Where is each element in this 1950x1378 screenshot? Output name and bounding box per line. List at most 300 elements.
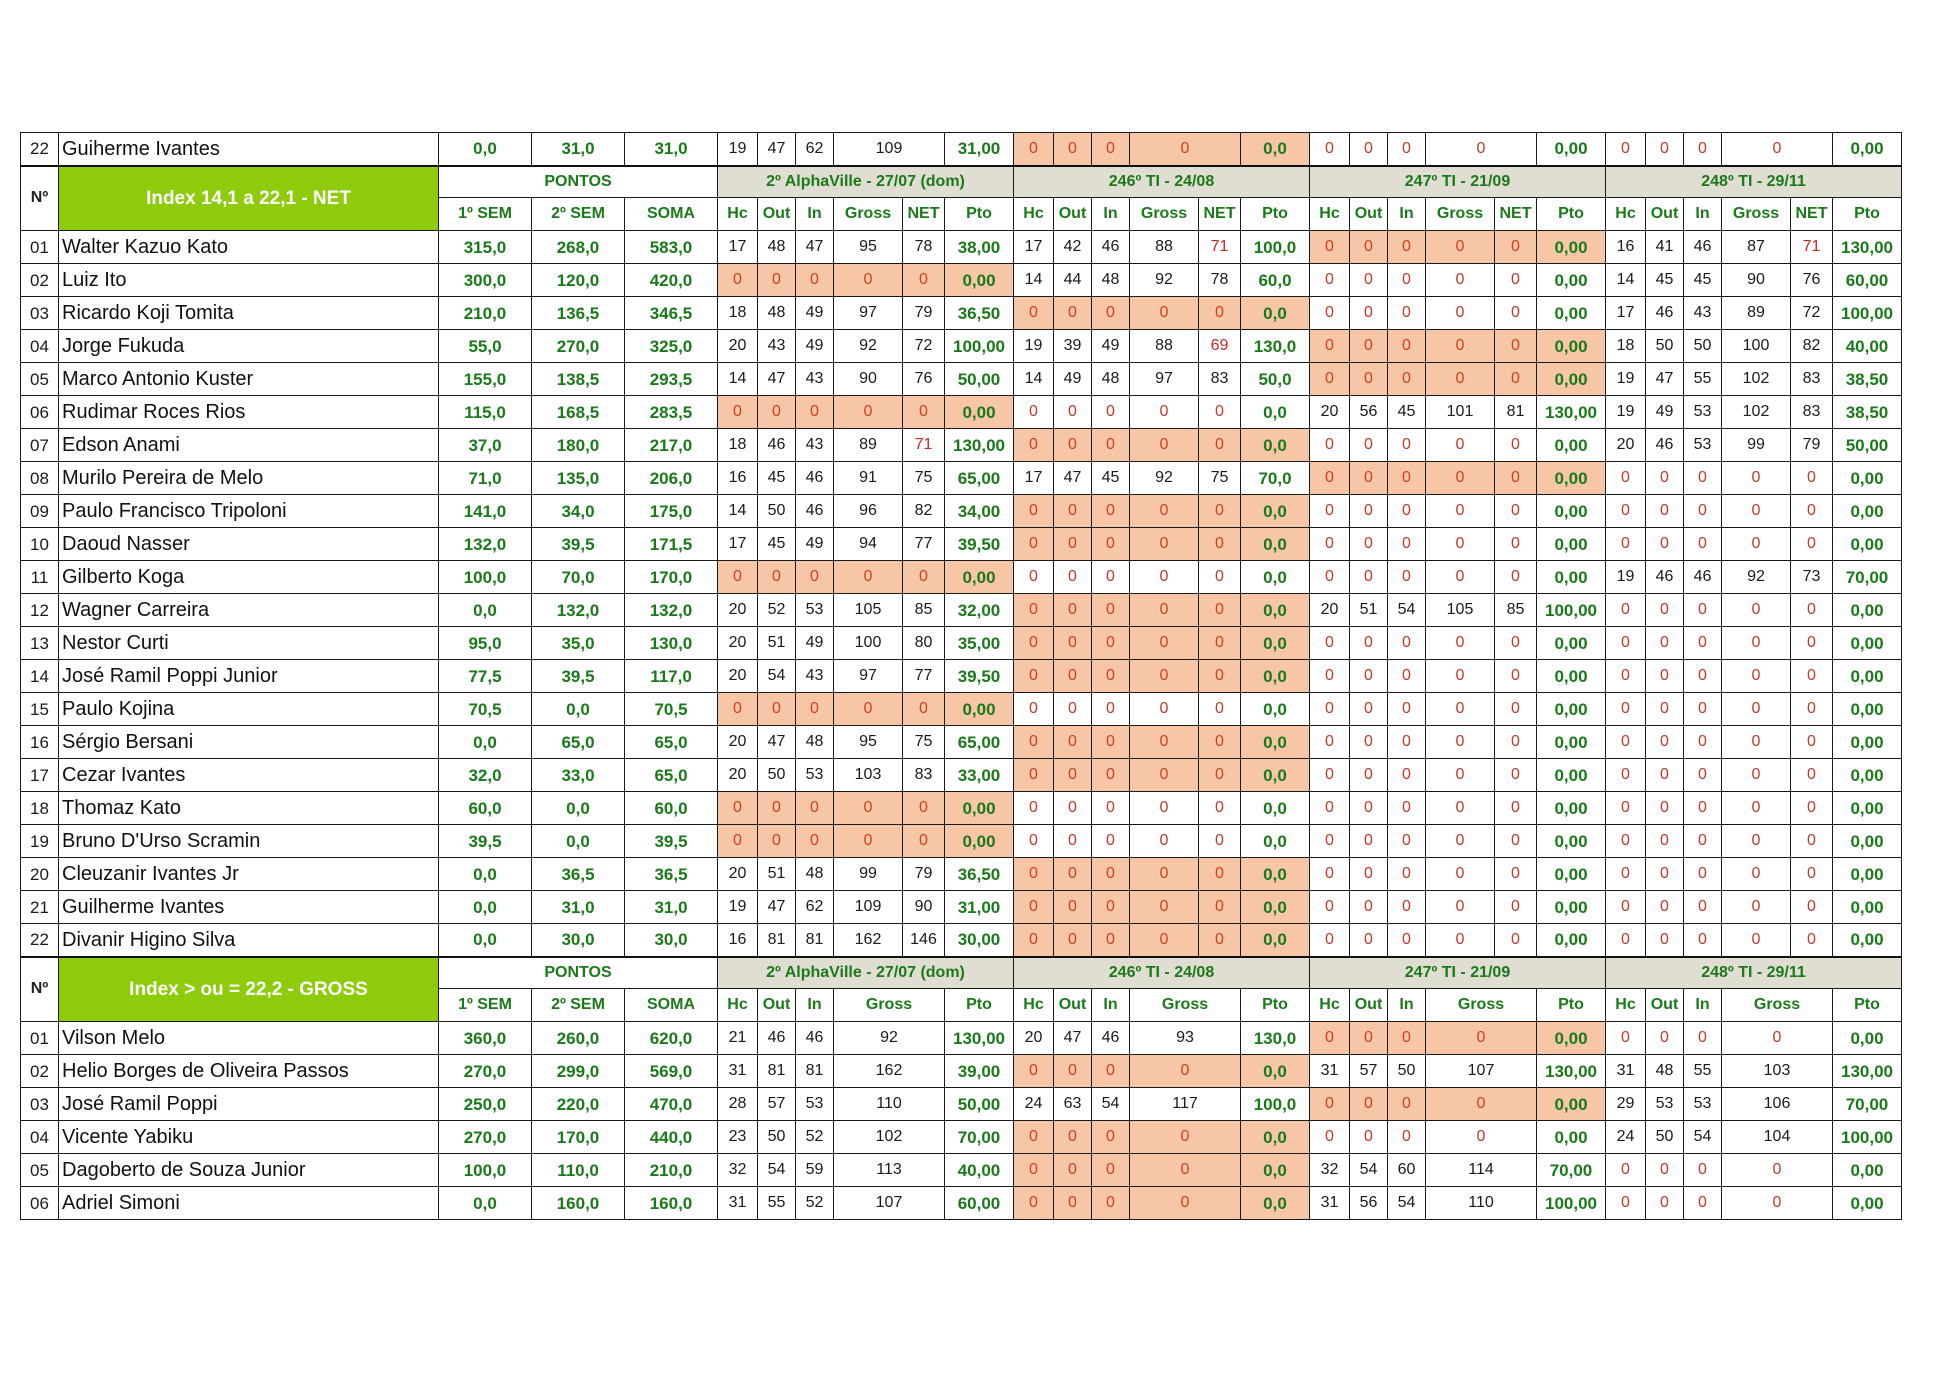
total-points: 160,0 [625, 1187, 718, 1220]
row-number: 09 [21, 495, 59, 528]
hc-cell: 0 [1606, 792, 1646, 825]
gross-cell: 88 [1130, 231, 1199, 264]
hc-cell: 0 [1310, 627, 1350, 660]
event-points: 0,00 [1537, 495, 1606, 528]
in-cell: 0 [1388, 660, 1426, 693]
hc-cell: 0 [1606, 660, 1646, 693]
hc-cell: 20 [1310, 396, 1350, 429]
hc-cell: 29 [1606, 1088, 1646, 1121]
out-cell: 0 [1350, 264, 1388, 297]
in-header: In [1092, 989, 1130, 1022]
event-points: 0,00 [1833, 792, 1902, 825]
table-row [21, 330, 1902, 363]
hc-cell: 16 [1606, 231, 1646, 264]
net-cell: 0 [1199, 594, 1241, 627]
net-cell: 0 [1791, 924, 1833, 957]
in-cell: 0 [1684, 726, 1722, 759]
gross-cell: 0 [1426, 297, 1495, 330]
row-number: 10 [21, 528, 59, 561]
sem2-points: 138,5 [532, 363, 625, 396]
in-cell: 48 [1092, 363, 1130, 396]
table-row [21, 462, 1902, 495]
in-cell: 0 [1684, 1187, 1722, 1220]
out-cell: 50 [758, 495, 796, 528]
player-name: Rudimar Roces Rios [59, 396, 439, 429]
in-header: In [1388, 989, 1426, 1022]
player-name: Divanir Higino Silva [59, 924, 439, 957]
total-points: 65,0 [625, 759, 718, 792]
gross-cell: 95 [834, 231, 903, 264]
gross-cell: 88 [1130, 330, 1199, 363]
out-cell: 45 [758, 528, 796, 561]
event-points: 39,50 [945, 528, 1014, 561]
in-cell: 46 [796, 1022, 834, 1055]
row-number: 22 [21, 133, 59, 166]
event-header: 247º TI - 21/09 [1310, 957, 1606, 989]
event-points: 0,00 [1833, 858, 1902, 891]
gross-cell: 0 [1130, 561, 1199, 594]
event-points: 0,00 [1833, 627, 1902, 660]
gross-cell: 0 [834, 561, 903, 594]
gross-cell: 97 [834, 297, 903, 330]
in-cell: 49 [796, 330, 834, 363]
gross-cell: 0 [1722, 133, 1833, 166]
gross-cell: 0 [1130, 924, 1199, 957]
out-cell: 0 [1054, 627, 1092, 660]
gross-cell: 102 [1722, 363, 1791, 396]
net-cell: 0 [1495, 429, 1537, 462]
in-cell: 0 [1092, 660, 1130, 693]
event-points: 130,0 [1241, 1022, 1310, 1055]
out-cell: 81 [758, 924, 796, 957]
hc-cell: 0 [1606, 495, 1646, 528]
in-cell: 0 [1388, 792, 1426, 825]
net-cell: 0 [1495, 561, 1537, 594]
net-cell: 83 [1791, 396, 1833, 429]
total-points: 420,0 [625, 264, 718, 297]
hc-cell: 14 [1606, 264, 1646, 297]
out-cell: 54 [1350, 1154, 1388, 1187]
sem2-points: 39,5 [532, 660, 625, 693]
player-name: Guilherme Ivantes [59, 891, 439, 924]
event-points: 0,0 [1241, 726, 1310, 759]
gross-cell: 0 [1426, 528, 1495, 561]
net-cell: 0 [1199, 891, 1241, 924]
gross-cell: 0 [1722, 1154, 1833, 1187]
hc-cell: 14 [718, 495, 758, 528]
net-cell: 75 [903, 726, 945, 759]
gross-cell: 0 [1130, 396, 1199, 429]
event-points: 0,0 [1241, 561, 1310, 594]
row-number: 03 [21, 1088, 59, 1121]
hc-cell: 0 [1014, 297, 1054, 330]
event-points: 0,00 [945, 825, 1014, 858]
net-cell: 0 [1791, 627, 1833, 660]
out-cell: 0 [1054, 528, 1092, 561]
in-cell: 0 [1388, 924, 1426, 957]
out-cell: 0 [1646, 693, 1684, 726]
out-cell: 56 [1350, 1187, 1388, 1220]
net-cell: 79 [903, 297, 945, 330]
hc-cell: 0 [1310, 693, 1350, 726]
event-header: 246º TI - 24/08 [1014, 166, 1310, 198]
hc-cell: 0 [1310, 429, 1350, 462]
gross-cell: 97 [834, 660, 903, 693]
in-cell: 53 [1684, 396, 1722, 429]
in-cell: 0 [1388, 759, 1426, 792]
event-points: 0,0 [1241, 825, 1310, 858]
sem1-header: 1º SEM [439, 198, 532, 231]
out-cell: 0 [758, 561, 796, 594]
in-cell: 0 [1684, 627, 1722, 660]
out-cell: 0 [1350, 858, 1388, 891]
net-cell: 82 [903, 495, 945, 528]
event-header: 246º TI - 24/08 [1014, 957, 1310, 989]
net-cell: 0 [1791, 726, 1833, 759]
row-number: 12 [21, 594, 59, 627]
out-cell: 0 [1646, 1154, 1684, 1187]
sem1-points: 100,0 [439, 561, 532, 594]
gross-cell: 0 [1130, 528, 1199, 561]
hc-cell: 0 [1606, 891, 1646, 924]
in-cell: 48 [796, 858, 834, 891]
event-points: 0,00 [1833, 133, 1902, 166]
in-header: In [1684, 198, 1722, 231]
total-points: 30,0 [625, 924, 718, 957]
gross-cell: 92 [1130, 462, 1199, 495]
event-points: 0,00 [1833, 693, 1902, 726]
table-row [21, 825, 1902, 858]
total-points: 117,0 [625, 660, 718, 693]
player-name: Vicente Yabiku [59, 1121, 439, 1154]
event-points: 35,00 [945, 627, 1014, 660]
net-cell: 83 [1199, 363, 1241, 396]
out-cell: 0 [1054, 891, 1092, 924]
net-cell: 0 [1495, 792, 1537, 825]
sem1-points: 71,0 [439, 462, 532, 495]
net-cell: 85 [903, 594, 945, 627]
gross-cell: 90 [834, 363, 903, 396]
out-cell: 0 [1646, 726, 1684, 759]
hc-cell: 16 [718, 924, 758, 957]
out-cell: 47 [758, 891, 796, 924]
in-cell: 0 [796, 396, 834, 429]
player-name: Dagoberto de Souza Junior [59, 1154, 439, 1187]
hc-cell: 0 [1310, 363, 1350, 396]
event-points: 38,50 [1833, 396, 1902, 429]
out-cell: 54 [758, 1154, 796, 1187]
table-row [21, 495, 1902, 528]
sem2-points: 0,0 [532, 792, 625, 825]
gross-cell: 0 [1722, 693, 1791, 726]
hc-cell: 14 [1014, 363, 1054, 396]
event-points: 39,00 [945, 1055, 1014, 1088]
gross-cell: 107 [1426, 1055, 1537, 1088]
in-cell: 46 [1684, 231, 1722, 264]
event-points: 0,0 [1241, 495, 1310, 528]
out-cell: 0 [1350, 561, 1388, 594]
row-number: 14 [21, 660, 59, 693]
out-header: Out [1350, 198, 1388, 231]
event-points: 0,0 [1241, 1055, 1310, 1088]
gross-cell: 105 [1426, 594, 1495, 627]
out-cell: 39 [1054, 330, 1092, 363]
in-cell: 49 [796, 528, 834, 561]
out-cell: 0 [1054, 1154, 1092, 1187]
out-cell: 46 [1646, 429, 1684, 462]
gross-cell: 102 [1722, 396, 1791, 429]
hc-cell: 0 [1606, 528, 1646, 561]
net-cell: 75 [903, 462, 945, 495]
gross-cell: 94 [834, 528, 903, 561]
row-number: 06 [21, 396, 59, 429]
sem1-points: 95,0 [439, 627, 532, 660]
net-cell: 0 [1791, 891, 1833, 924]
in-cell: 81 [796, 1055, 834, 1088]
player-name: Vilson Melo [59, 1022, 439, 1055]
gross-cell: 0 [1722, 792, 1791, 825]
net-cell: 72 [903, 330, 945, 363]
hc-cell: 24 [1014, 1088, 1054, 1121]
in-cell: 0 [796, 825, 834, 858]
gross-cell: 0 [1426, 792, 1495, 825]
gross-cell: 0 [1722, 495, 1791, 528]
row-number: 05 [21, 363, 59, 396]
out-cell: 0 [1350, 825, 1388, 858]
out-cell: 0 [1350, 363, 1388, 396]
in-cell: 0 [1092, 1154, 1130, 1187]
gross-cell: 100 [1722, 330, 1791, 363]
gross-cell: 0 [1130, 429, 1199, 462]
out-cell: 0 [1646, 594, 1684, 627]
out-cell: 63 [1054, 1088, 1092, 1121]
net-cell: 0 [1495, 297, 1537, 330]
out-cell: 49 [1646, 396, 1684, 429]
gross-cell: 162 [834, 1055, 945, 1088]
net-header: NET [903, 198, 945, 231]
table-row [21, 726, 1902, 759]
event-points: 0,00 [1537, 759, 1606, 792]
event-points: 0,00 [1537, 1121, 1606, 1154]
hc-cell: 18 [1606, 330, 1646, 363]
column-number-header: Nº [21, 957, 59, 1022]
group-header-row [21, 166, 1902, 198]
out-cell: 46 [1646, 561, 1684, 594]
hc-cell: 19 [1606, 396, 1646, 429]
in-cell: 50 [1684, 330, 1722, 363]
in-cell: 62 [796, 891, 834, 924]
row-number: 20 [21, 858, 59, 891]
out-cell: 0 [1350, 924, 1388, 957]
gross-cell: 90 [1722, 264, 1791, 297]
out-cell: 0 [1054, 133, 1092, 166]
gross-cell: 110 [1426, 1187, 1537, 1220]
sem2-points: 120,0 [532, 264, 625, 297]
group-header-row [21, 957, 1902, 989]
in-cell: 52 [796, 1187, 834, 1220]
hc-cell: 0 [1606, 726, 1646, 759]
hc-header: Hc [1310, 989, 1350, 1022]
hc-cell: 0 [1310, 561, 1350, 594]
player-name: José Ramil Poppi Junior [59, 660, 439, 693]
out-cell: 0 [1350, 759, 1388, 792]
total-points: 569,0 [625, 1055, 718, 1088]
out-cell: 54 [758, 660, 796, 693]
event-points: 0,00 [1537, 264, 1606, 297]
event-points: 100,00 [1537, 594, 1606, 627]
sem2-points: 65,0 [532, 726, 625, 759]
event-points: 0,00 [1833, 1187, 1902, 1220]
event-points: 0,00 [1833, 825, 1902, 858]
event-points: 70,00 [1833, 1088, 1902, 1121]
in-cell: 0 [1388, 825, 1426, 858]
hc-cell: 17 [1014, 231, 1054, 264]
gross-cell: 162 [834, 924, 903, 957]
net-cell: 79 [903, 858, 945, 891]
event-points: 0,00 [1833, 660, 1902, 693]
table-row [21, 561, 1902, 594]
sem2-points: 0,0 [532, 825, 625, 858]
gross-cell: 114 [1426, 1154, 1537, 1187]
event-points: 0,00 [1833, 726, 1902, 759]
net-cell: 0 [1791, 792, 1833, 825]
row-number: 21 [21, 891, 59, 924]
in-cell: 0 [1092, 594, 1130, 627]
gross-cell: 105 [834, 594, 903, 627]
hc-cell: 0 [1310, 924, 1350, 957]
hc-cell: 0 [718, 561, 758, 594]
sem2-points: 180,0 [532, 429, 625, 462]
net-cell: 0 [1495, 231, 1537, 264]
hc-cell: 0 [1310, 726, 1350, 759]
group-title: Index 14,1 a 22,1 - NET [59, 166, 439, 231]
out-cell: 0 [1646, 495, 1684, 528]
sem1-header: 1º SEM [439, 989, 532, 1022]
event-points: 0,0 [1241, 133, 1310, 166]
net-cell: 71 [1199, 231, 1241, 264]
out-cell: 0 [1054, 297, 1092, 330]
net-cell: 0 [1199, 693, 1241, 726]
table-row [21, 1154, 1902, 1187]
out-cell: 46 [1646, 297, 1684, 330]
in-cell: 0 [1388, 627, 1426, 660]
hc-cell: 0 [1606, 462, 1646, 495]
net-cell: 0 [903, 693, 945, 726]
event-points: 0,00 [945, 264, 1014, 297]
out-cell: 48 [1646, 1055, 1684, 1088]
hc-cell: 0 [1310, 858, 1350, 891]
hc-header: Hc [718, 198, 758, 231]
out-cell: 47 [1054, 462, 1092, 495]
gross-cell: 106 [1722, 1088, 1833, 1121]
pto-header: Pto [1833, 198, 1902, 231]
in-cell: 52 [796, 1121, 834, 1154]
out-cell: 0 [1350, 133, 1388, 166]
hc-cell: 0 [1014, 1055, 1054, 1088]
gross-cell: 0 [1426, 462, 1495, 495]
in-cell: 0 [1684, 528, 1722, 561]
out-cell: 0 [1646, 660, 1684, 693]
in-cell: 50 [1388, 1055, 1426, 1088]
event-points: 0,00 [1833, 759, 1902, 792]
event-points: 0,00 [1833, 924, 1902, 957]
hc-cell: 17 [1606, 297, 1646, 330]
gross-header: Gross [1130, 989, 1241, 1022]
player-name: Paulo Francisco Tripoloni [59, 495, 439, 528]
in-header: In [1092, 198, 1130, 231]
gross-cell: 0 [1426, 1022, 1537, 1055]
table-row [21, 363, 1902, 396]
hc-cell: 19 [718, 891, 758, 924]
row-number: 06 [21, 1187, 59, 1220]
out-cell: 0 [1646, 924, 1684, 957]
net-cell: 0 [1199, 792, 1241, 825]
gross-cell: 0 [1426, 726, 1495, 759]
event-points: 0,00 [1537, 429, 1606, 462]
gross-cell: 104 [1722, 1121, 1833, 1154]
hc-cell: 20 [718, 660, 758, 693]
event-points: 0,00 [1537, 561, 1606, 594]
sem1-points: 77,5 [439, 660, 532, 693]
sem2-points: 260,0 [532, 1022, 625, 1055]
event-points: 60,00 [945, 1187, 1014, 1220]
in-header: In [796, 198, 834, 231]
table-row [21, 133, 1902, 166]
out-cell: 47 [758, 726, 796, 759]
event-points: 0,0 [1241, 792, 1310, 825]
sem1-points: 37,0 [439, 429, 532, 462]
event-points: 0,00 [1537, 660, 1606, 693]
in-cell: 0 [1388, 462, 1426, 495]
net-cell: 0 [1495, 891, 1537, 924]
table-row [21, 693, 1902, 726]
out-cell: 47 [1054, 1022, 1092, 1055]
out-cell: 0 [1350, 726, 1388, 759]
net-cell: 0 [1495, 363, 1537, 396]
sem1-points: 315,0 [439, 231, 532, 264]
hc-cell: 20 [1310, 594, 1350, 627]
net-header: NET [1199, 198, 1241, 231]
out-cell: 0 [1350, 330, 1388, 363]
out-cell: 0 [758, 825, 796, 858]
gross-cell: 0 [1130, 1055, 1241, 1088]
net-cell: 0 [1199, 726, 1241, 759]
gross-cell: 0 [1426, 264, 1495, 297]
hc-cell: 20 [718, 726, 758, 759]
out-cell: 50 [758, 1121, 796, 1154]
gross-cell: 95 [834, 726, 903, 759]
total-points: 36,5 [625, 858, 718, 891]
gross-cell: 0 [1426, 825, 1495, 858]
gross-cell: 0 [1130, 660, 1199, 693]
hc-cell: 20 [718, 627, 758, 660]
out-cell: 56 [1350, 396, 1388, 429]
hc-cell: 17 [718, 528, 758, 561]
in-cell: 0 [1684, 858, 1722, 891]
net-cell: 0 [903, 264, 945, 297]
net-cell: 0 [1199, 297, 1241, 330]
in-cell: 0 [1684, 693, 1722, 726]
out-cell: 48 [758, 297, 796, 330]
pto-header: Pto [945, 989, 1014, 1022]
in-cell: 0 [1684, 660, 1722, 693]
event-points: 0,00 [945, 396, 1014, 429]
out-cell: 0 [1054, 1187, 1092, 1220]
in-cell: 0 [1388, 1121, 1426, 1154]
player-name: Helio Borges de Oliveira Passos [59, 1055, 439, 1088]
event-header: 2º AlphaVille - 27/07 (dom) [718, 957, 1014, 989]
net-cell: 0 [1791, 693, 1833, 726]
